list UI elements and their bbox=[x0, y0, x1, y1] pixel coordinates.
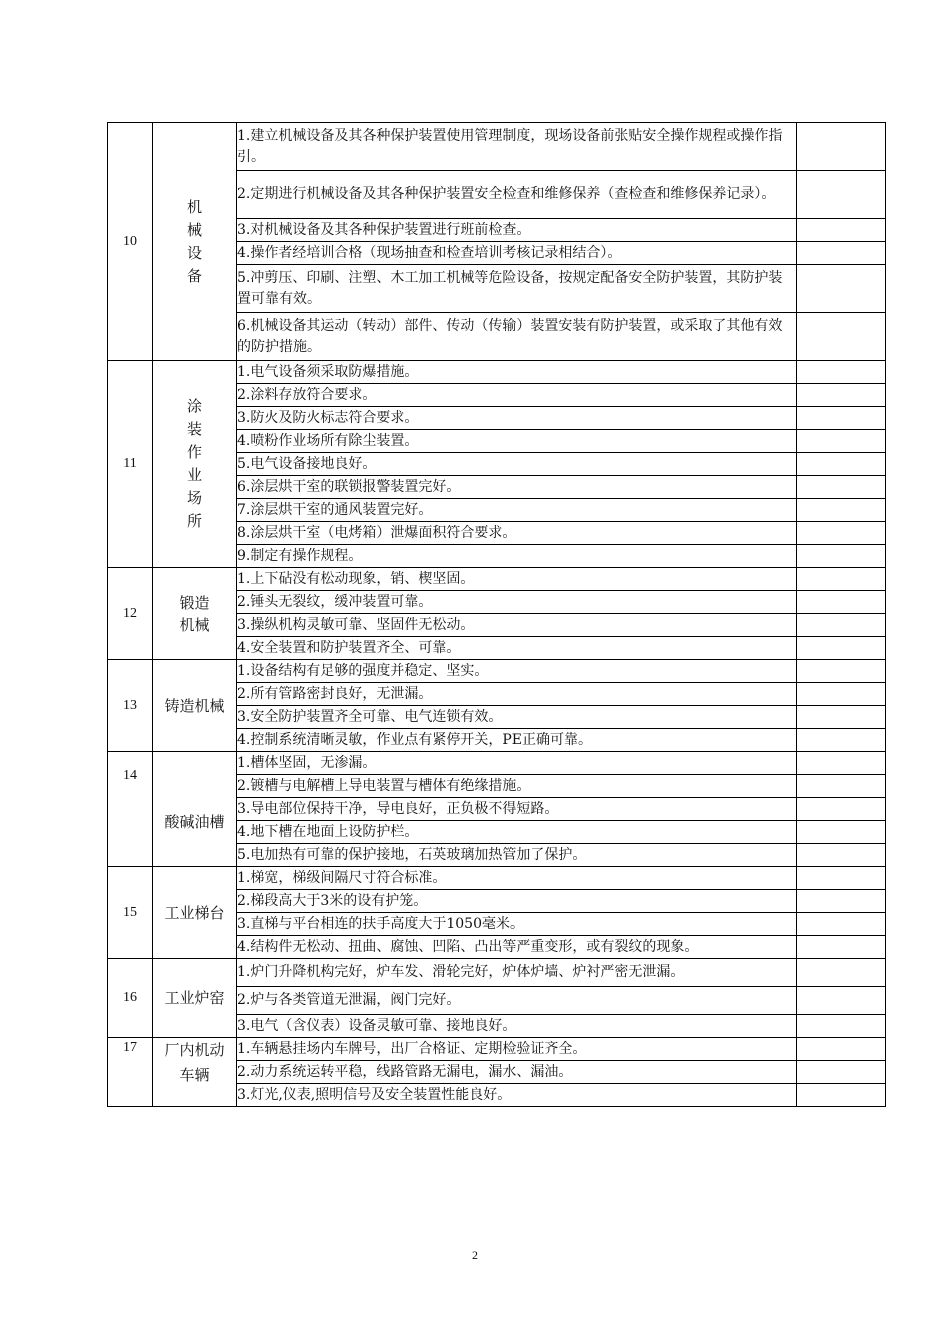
result-cell[interactable] bbox=[797, 219, 886, 242]
result-cell[interactable] bbox=[797, 568, 886, 591]
result-cell[interactable] bbox=[797, 499, 886, 522]
section-number: 14 bbox=[108, 752, 153, 867]
check-item: 4.地下槽在地面上设防护栏。 bbox=[237, 821, 797, 844]
check-item: 3.防火及防火标志符合要求。 bbox=[237, 407, 797, 430]
result-cell[interactable] bbox=[797, 821, 886, 844]
check-item: 3.对机械设备及其各种保护装置进行班前检查。 bbox=[237, 219, 797, 242]
section-category: 铸造机械 bbox=[153, 660, 237, 752]
table-row bbox=[108, 867, 886, 890]
result-cell[interactable] bbox=[797, 265, 886, 313]
result-cell[interactable] bbox=[797, 476, 886, 499]
check-item: 3.安全防护装置齐全可靠、电气连锁有效。 bbox=[237, 706, 797, 729]
table-row bbox=[108, 660, 886, 683]
section-number: 13 bbox=[108, 660, 153, 752]
check-item: 4.操作者经培训合格（现场抽查和检查培训考核记录相结合）。 bbox=[237, 242, 797, 265]
check-item: 4.安全装置和防护装置齐全、可靠。 bbox=[237, 637, 797, 660]
section-category: 工业炉窑 bbox=[153, 959, 237, 1038]
check-item: 6.涂层烘干室的联锁报警装置完好。 bbox=[237, 476, 797, 499]
table-row bbox=[108, 752, 886, 775]
check-item: 1.槽体坚固，无渗漏。 bbox=[237, 752, 797, 775]
section-category: 工业梯台 bbox=[153, 867, 237, 959]
result-cell[interactable] bbox=[797, 798, 886, 821]
check-item: 3.直梯与平台相连的扶手高度大于1050毫米。 bbox=[237, 913, 797, 936]
result-cell[interactable] bbox=[797, 407, 886, 430]
section-number: 17 bbox=[108, 1038, 153, 1107]
section-category: 机械设备 bbox=[153, 123, 237, 361]
check-item: 8.涂层烘干室（电烤箱）泄爆面积符合要求。 bbox=[237, 522, 797, 545]
safety-checklist-table bbox=[107, 122, 886, 1107]
table-row bbox=[108, 361, 886, 384]
result-cell[interactable] bbox=[797, 936, 886, 959]
result-cell[interactable] bbox=[797, 637, 886, 660]
check-item: 2.涂料存放符合要求。 bbox=[237, 384, 797, 407]
table-row bbox=[108, 1038, 886, 1061]
page-number: 2 bbox=[472, 1248, 478, 1262]
result-cell[interactable] bbox=[797, 683, 886, 706]
table-row bbox=[108, 568, 886, 591]
result-cell[interactable] bbox=[797, 867, 886, 890]
section-number: 12 bbox=[108, 568, 153, 660]
section-category: 锻造机械 bbox=[153, 568, 237, 660]
result-cell[interactable] bbox=[797, 614, 886, 637]
result-cell[interactable] bbox=[797, 453, 886, 476]
table-row bbox=[108, 959, 886, 987]
check-item: 2.梯段高大于3米的设有护笼。 bbox=[237, 890, 797, 913]
result-cell[interactable] bbox=[797, 384, 886, 407]
check-item: 5.电加热有可靠的保护接地，石英玻璃加热管加了保护。 bbox=[237, 844, 797, 867]
result-cell[interactable] bbox=[797, 706, 886, 729]
check-item: 2.镀槽与电解槽上导电装置与槽体有绝缘措施。 bbox=[237, 775, 797, 798]
check-item: 2.动力系统运转平稳，线路管路无漏电，漏水、漏油。 bbox=[237, 1061, 797, 1084]
check-item: 5.冲剪压、印刷、注塑、木工加工机械等危险设备，按规定配备安全防护装置，其防护装置可靠有效。 bbox=[237, 265, 797, 313]
result-cell[interactable] bbox=[797, 729, 886, 752]
section-category: 涂装作业场所 bbox=[153, 361, 237, 568]
check-item: 1.炉门升降机构完好，炉车发、滑轮完好，炉体炉墙、炉衬严密无泄漏。 bbox=[237, 959, 797, 987]
table-row bbox=[108, 123, 886, 171]
result-cell[interactable] bbox=[797, 660, 886, 683]
section-number: 11 bbox=[108, 361, 153, 568]
check-item: 2.定期进行机械设备及其各种保护装置安全检查和维修保养（查检查和维修保养记录）。 bbox=[237, 171, 797, 219]
check-item: 7.涂层烘干室的通风装置完好。 bbox=[237, 499, 797, 522]
result-cell[interactable] bbox=[797, 123, 886, 171]
check-item: 3.操纵机构灵敏可靠、坚固件无松动。 bbox=[237, 614, 797, 637]
result-cell[interactable] bbox=[797, 987, 886, 1015]
result-cell[interactable] bbox=[797, 913, 886, 936]
section-number: 10 bbox=[108, 123, 153, 361]
check-item: 1.建立机械设备及其各种保护装置使用管理制度，现场设备前张贴安全操作规程或操作指引。 bbox=[237, 123, 797, 171]
result-cell[interactable] bbox=[797, 430, 886, 453]
result-cell[interactable] bbox=[797, 1038, 886, 1061]
result-cell[interactable] bbox=[797, 1015, 886, 1038]
result-cell[interactable] bbox=[797, 844, 886, 867]
result-cell[interactable] bbox=[797, 313, 886, 361]
section-number: 16 bbox=[108, 959, 153, 1038]
result-cell[interactable] bbox=[797, 591, 886, 614]
result-cell[interactable] bbox=[797, 522, 886, 545]
result-cell[interactable] bbox=[797, 752, 886, 775]
check-item: 3.导电部位保持干净，导电良好，正负极不得短路。 bbox=[237, 798, 797, 821]
result-cell[interactable] bbox=[797, 361, 886, 384]
check-item: 2.炉与各类管道无泄漏，阀门完好。 bbox=[237, 987, 797, 1015]
check-item: 1.电气设备须采取防爆措施。 bbox=[237, 361, 797, 384]
check-item: 4.结构件无松动、扭曲、腐蚀、凹陷、凸出等严重变形，或有裂纹的现象。 bbox=[237, 936, 797, 959]
section-number: 15 bbox=[108, 867, 153, 959]
result-cell[interactable] bbox=[797, 890, 886, 913]
check-item: 1.设备结构有足够的强度并稳定、坚实。 bbox=[237, 660, 797, 683]
result-cell[interactable] bbox=[797, 959, 886, 987]
section-category: 酸碱油槽 bbox=[153, 752, 237, 867]
check-item: 1.梯宽，梯级间隔尺寸符合标准。 bbox=[237, 867, 797, 890]
result-cell[interactable] bbox=[797, 242, 886, 265]
check-item: 3.灯光,仪表,照明信号及安全装置性能良好。 bbox=[237, 1084, 797, 1107]
check-item: 5.电气设备接地良好。 bbox=[237, 453, 797, 476]
check-item: 6.机械设备其运动（转动）部件、传动（传输）装置安装有防护装置，或采取了其他有效的防护措施。 bbox=[237, 313, 797, 361]
check-item: 4.喷粉作业场所有除尘装置。 bbox=[237, 430, 797, 453]
check-item: 2.所有管路密封良好，无泄漏。 bbox=[237, 683, 797, 706]
result-cell[interactable] bbox=[797, 1084, 886, 1107]
result-cell[interactable] bbox=[797, 545, 886, 568]
check-item: 1.上下砧没有松动现象，销、楔坚固。 bbox=[237, 568, 797, 591]
result-cell[interactable] bbox=[797, 171, 886, 219]
check-item: 4.控制系统清晰灵敏，作业点有紧停开关，PE正确可靠。 bbox=[237, 729, 797, 752]
result-cell[interactable] bbox=[797, 775, 886, 798]
result-cell[interactable] bbox=[797, 1061, 886, 1084]
check-item: 2.锤头无裂纹，缓冲装置可靠。 bbox=[237, 591, 797, 614]
check-item: 9.制定有操作规程。 bbox=[237, 545, 797, 568]
section-category: 厂内机动车辆 bbox=[153, 1038, 237, 1107]
check-item: 3.电气（含仪表）设备灵敏可靠、接地良好。 bbox=[237, 1015, 797, 1038]
check-item: 1.车辆悬挂场内车牌号，出厂合格证、定期检验证齐全。 bbox=[237, 1038, 797, 1061]
